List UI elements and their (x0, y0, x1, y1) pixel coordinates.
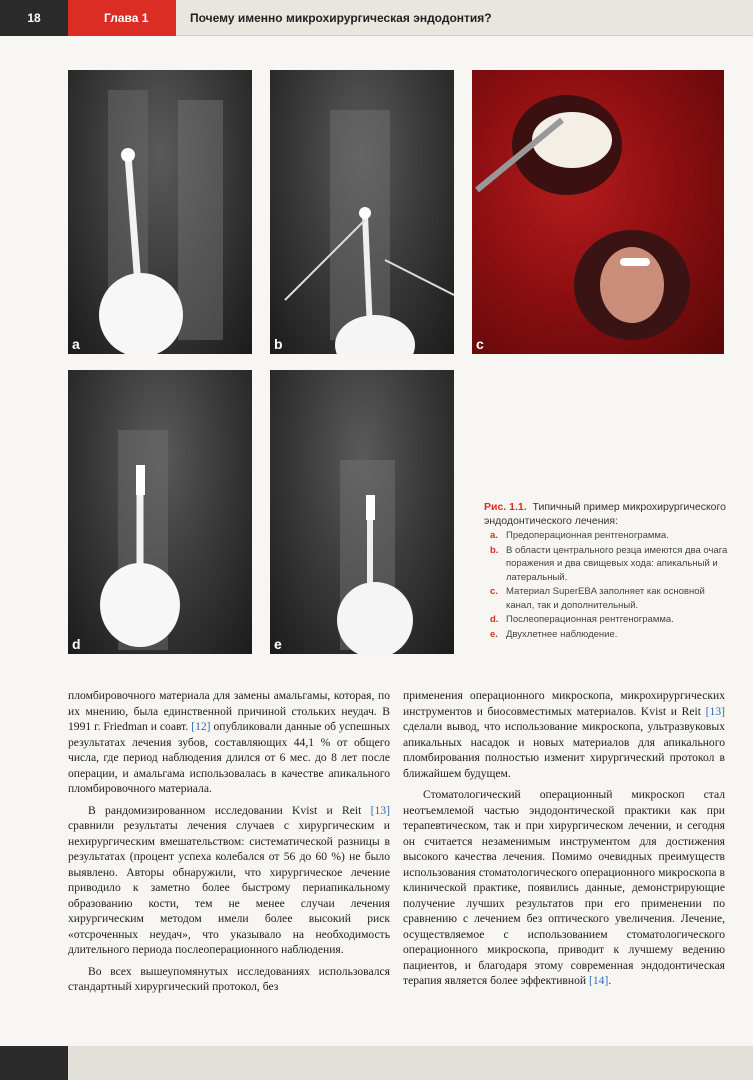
panel-label: e (274, 636, 282, 652)
panel-label: a (72, 336, 80, 352)
caption-prefix: Рис. 1.1. (484, 501, 527, 513)
caption-item (484, 529, 734, 543)
caption-item (484, 544, 734, 585)
caption-item-key: d. (490, 614, 499, 625)
paragraph (403, 688, 725, 781)
page-number: 18 (0, 0, 68, 36)
text-run: Стоматологический операционный микроскоп стал неотъемлемой частью эндодонтической практики как при терапевтическом, так и при хирургическом лечении, и сегодня он считается незаменимым инструментом для достижения высокого качества лечения. Помимо очевидных преимуществ использования стоматологического операционного микроскопа в клинической практике, появились данные, демонстрирующие получение лучших результатов при его применении по сравнению с лечением без оптического увеличения. Лечение, осуществляемое с использованием стоматологического операционного микроскопа, приводит к лучшему ведению пациентов, и благодаря этому современная эндодонтическая терапия является более эффективной (403, 788, 725, 987)
text-run: сравнили результаты лечения случаев с хирургическим и нехирургическим вмешательством: систематической разницы в результатах (процент успеха колебался от 56 до 60 %) не было выявлено. Авторы обнаружили, что хирургическое лечение приводило к заметно более быстрому периапикальному образованию кости, тем не менее случаи лечения хирургическим методом имели более высокий риск «отсроченных неудач», что указывало на необходимость длительного периода послеоперационного наблюдения. (68, 819, 390, 956)
caption-item-key: a. (490, 530, 498, 541)
caption-item-key: c. (490, 586, 498, 597)
figure-caption (484, 500, 734, 641)
xray-tooth-image (270, 70, 454, 354)
paragraph (403, 787, 725, 989)
text-run: . (608, 974, 612, 987)
paragraph (68, 803, 390, 958)
right-column (403, 688, 725, 989)
caption-item (484, 585, 734, 612)
panel-label: d (72, 636, 81, 652)
caption-item-text: Двухлетнее наблюдение. (506, 628, 618, 640)
paragraph: Во всех вышеупомянутых исследованиях использовался стандартный хирургический протокол, без (68, 964, 390, 993)
caption-item-text: Предоперационная рентгенограмма. (506, 530, 669, 541)
paragraph (68, 688, 390, 797)
xray-tooth-image (68, 370, 252, 654)
caption-title (484, 500, 734, 528)
caption-item (484, 613, 734, 627)
figure-panel-b (270, 70, 454, 354)
text-run: В рандомизированном исследовании Kvist и Reit (88, 803, 362, 817)
figure-panel-e (270, 370, 454, 654)
text-run: применения операционного микроскопа, микрохирургических инструментов и биосовместимых материалов. Kvist и Reit (403, 689, 725, 718)
caption-item (484, 628, 734, 642)
text-run: пломбировочного материала для замены амальгамы, которая, по их мнению, была единственной причиной стольких неудач. В 1991 г. Friedman и соавт. (68, 689, 390, 733)
figure-panel-d (68, 370, 252, 654)
reference-link[interactable]: [13] (370, 803, 390, 817)
reference-link[interactable]: [12] (191, 720, 211, 733)
xray-tooth-image (68, 70, 252, 354)
caption-text: Типичный пример микрохирургического эндодонтического лечения: (484, 501, 726, 527)
caption-item-text: В области центрального резца имеются два очага поражения и два свищевых хода: апикальный и латеральный. (506, 544, 728, 583)
reference-link[interactable]: [14] (589, 974, 609, 987)
footer-bar (68, 1046, 753, 1080)
caption-item-text: Послеоперационная рентгенограмма. (506, 614, 674, 625)
running-title: Почему именно микрохирургическая эндодонтия? (176, 0, 753, 36)
panel-label: c (476, 336, 484, 352)
chapter-label: Глава 1 (68, 0, 176, 36)
caption-item-key: b. (490, 544, 499, 556)
surgical-photo-image (472, 70, 724, 354)
panel-label: b (274, 336, 283, 352)
left-column (68, 688, 390, 995)
text-run: опубликовали данные об успешных результатах лечения зубов, составляющих 44,1 % от общего числа, где период наблюдения длился от 6 мес. до 8 лет после операции, и амальгама использовалась в качестве апикального пломбировочного материала. (68, 720, 390, 795)
figure-panel-a (68, 70, 252, 354)
footer-bar-dark (0, 1046, 68, 1080)
figure-panel-c (472, 70, 724, 354)
xray-tooth-image (270, 370, 454, 654)
caption-item-text: Материал SuperEBA заполняет как основной канал, так и дополнительный. (506, 586, 705, 611)
text-run: сделали вывод, что использование микроскопа, ультразвуковых апикальных насадок и новых материалов для апикального пломбирования полностью изменит хирургический протокол в ближайшем будущем. (403, 720, 725, 780)
caption-item-key: e. (490, 628, 498, 640)
reference-link[interactable]: [13] (705, 704, 725, 718)
